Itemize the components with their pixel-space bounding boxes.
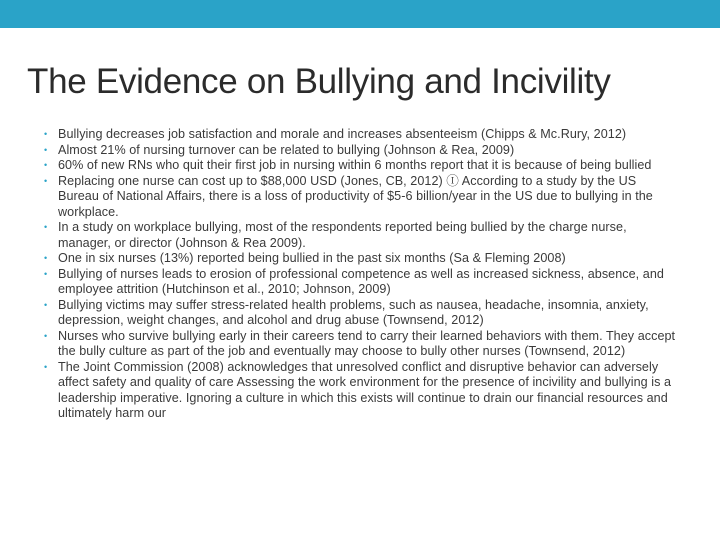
- bullet-icon: •: [44, 268, 48, 279]
- bullet-text: Bullying of nurses leads to erosion of professional competence as well as increased sickness, absence, and employee attrition (Hutchinson et al., 2010; Johnson, 2009): [58, 266, 664, 296]
- bullet-icon: •: [44, 361, 48, 372]
- list-item: [44, 174, 678, 221]
- bullet-text: Nurses who survive bullying early in their careers tend to carry their learned behaviors with them. They accept the bully culture as part of the job and eventually may choose to bully other nurses (Townsend, 2012): [58, 328, 676, 358]
- bullet-icon: •: [44, 175, 48, 186]
- bullet-text: Bullying decreases job satisfaction and morale and increases absenteeism (Chipps & Mc.Rury, 2012): [58, 127, 627, 141]
- bullet-text: Almost 21% of nursing turnover can be related to bullying (Johnson & Rea, 2009): [58, 142, 515, 157]
- bullet-icon: •: [44, 160, 48, 170]
- list-item: [44, 158, 678, 174]
- list-item: [44, 220, 678, 251]
- list-item: [44, 127, 678, 143]
- list-item: [44, 251, 678, 267]
- bullet-icon: •: [44, 253, 48, 263]
- bullet-icon: •: [44, 330, 48, 341]
- list-item: [44, 298, 678, 329]
- bullet-list: [44, 127, 678, 422]
- bullet-text: One in six nurses (13%) reported being bullied in the past six months (Sa & Fleming 2008): [58, 251, 566, 265]
- list-item: [44, 267, 678, 298]
- bullet-icon: •: [44, 299, 48, 310]
- bullet-text: In a study on workplace bullying, most of the respondents reported being bullied by the charge nurse, manager, or director (Johnson & Rea 2009).: [58, 220, 627, 250]
- bullet-text: The Joint Commission (2008) acknowledges that unresolved conflict and disruptive behavior can adversely affect safety and quality of care Assessing the work environment for the presence of incivility and bullying is a leadership imperative. Ignoring a culture in which this exists will continue to drain our financial resources and ultimately harm our: [58, 359, 672, 420]
- bullet-icon: •: [44, 222, 48, 232]
- slide-title: The Evidence on Bullying and Incivility: [27, 62, 611, 101]
- bullet-text: 60% of new RNs who quit their first job in nursing within 6 months report that it is because of being bullied: [58, 158, 652, 172]
- bullet-text: Replacing one nurse can cost up to $88,000 USD (Jones, CB, 2012) Ⓘ According to a study by the US Bureau of National Affairs, there is a loss of productivity of $5-6 billion/year in the US due to bullying in the workplace.: [58, 173, 653, 219]
- bullet-icon: •: [44, 144, 48, 155]
- accent-top-bar: [0, 0, 720, 28]
- bullet-text: Bullying victims may suffer stress-related health problems, such as nausea, headache, insomnia, anxiety, depression, weight changes, and alcohol and drug abuse (Townsend, 2012): [58, 297, 649, 327]
- list-item: [44, 143, 678, 159]
- list-item: [44, 329, 678, 360]
- bullet-icon: •: [44, 129, 48, 139]
- list-item: [44, 360, 678, 422]
